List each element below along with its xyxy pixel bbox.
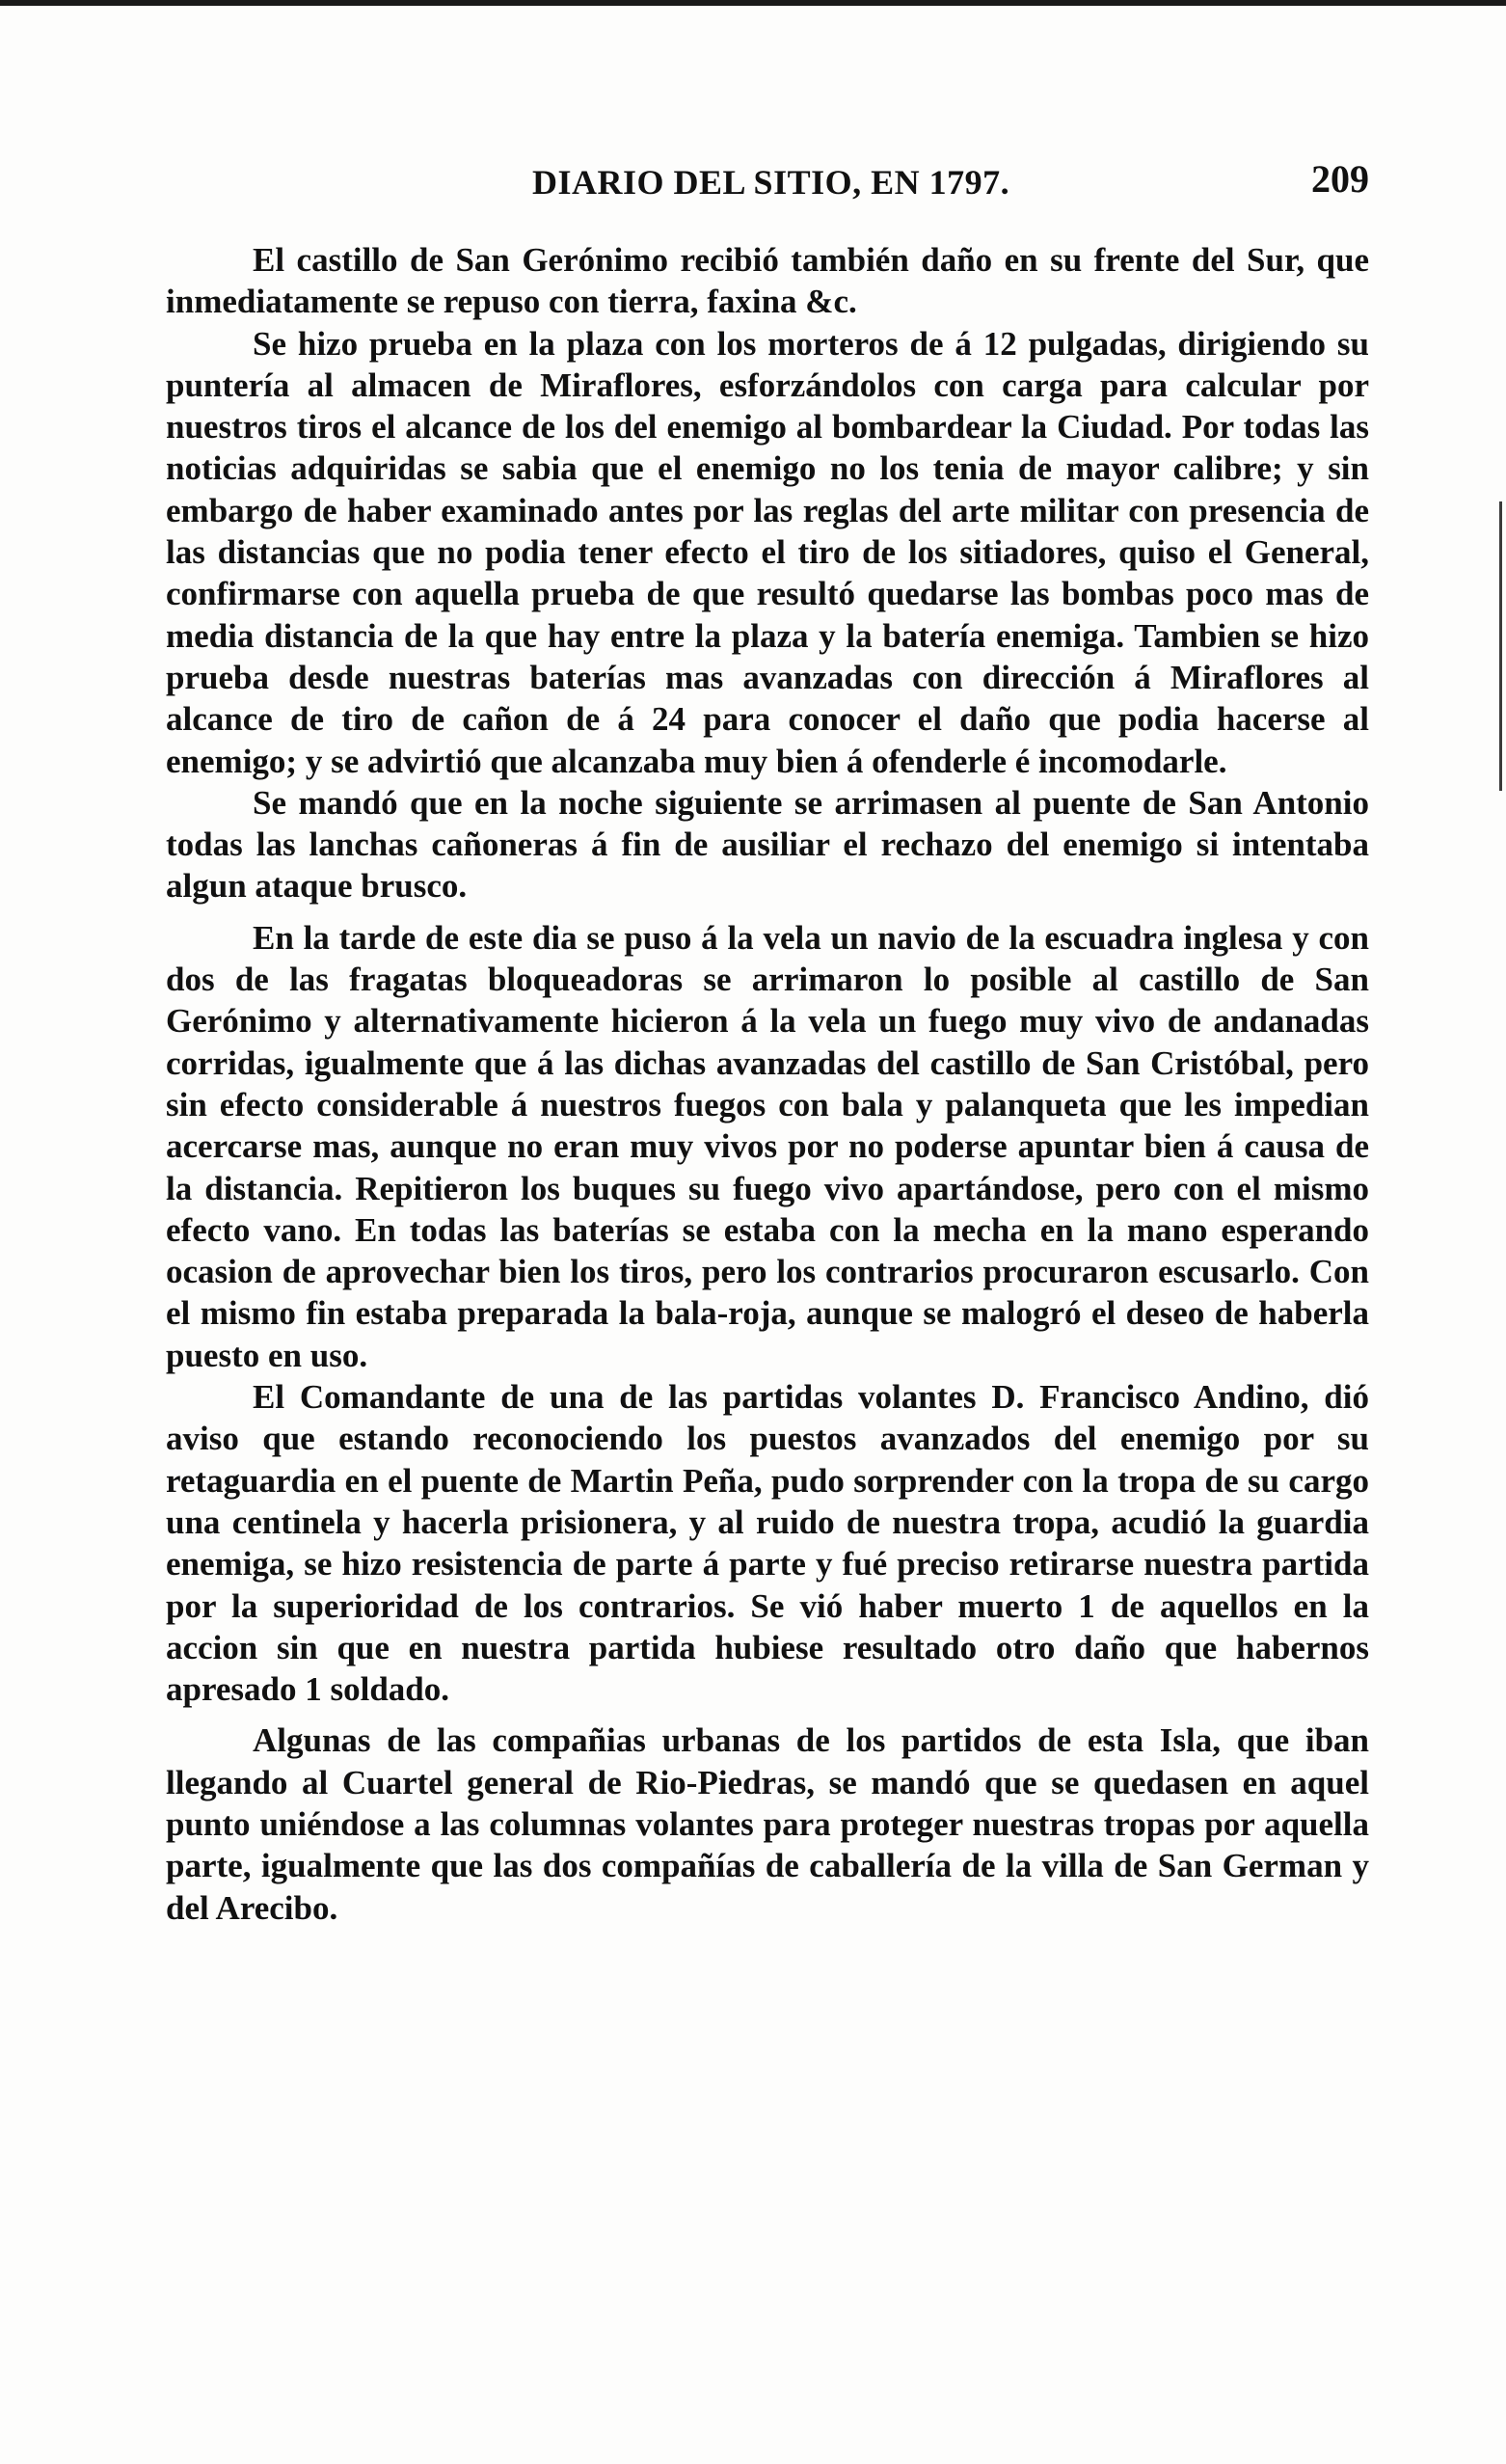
paragraph: En la tarde de este dia se puso á la vela un navio de la escuadra inglesa y con dos de las fragatas bloqueadoras se arrimaron lo posible al castillo de San Gerónimo y alternativamente hicieron á la vela un fuego muy vivo de andanadas corridas, igualmente que á las dichas avanzadas del castillo de San Cristóbal, pero sin efecto considerable á nuestros fuegos con bala y palanqueta que les impedian acercarse mas, aunque no eran muy vivos por no poderse apuntar bien á causa de la distancia. Repitieron los buques su fuego vivo apartándose, pero con el mismo efecto vano. En todas las baterías se estaba con la mecha en la mano esperando ocasion de aprovechar bien los tiros, pero los contrarios procuraron escusarlo. Con el mismo fin estaba preparada la bala-roja, aunque se malogró el deseo de haberla puesto en uso. (166, 918, 1369, 1374)
paragraph: Algunas de las compañias urbanas de los partidos de esta Isla, que iban llegando al Cuartel general de Rio-Piedras, se mandó que se quedasen en aquel punto uniéndose a las columnas volantes para proteger nuestras tropas por aquella parte, igualmente que las dos compañías de caballería de la villa de San German y del Arecibo. (166, 1721, 1369, 1927)
top-border-rule (0, 0, 1506, 6)
page-header (166, 156, 1369, 204)
paragraph: Se mandó que en la noche siguiente se arrimasen al puente de San Antonio todas las lanchas cañoneras á fin de ausiliar el rechazo del enemigo si intentaba algun ataque brusco. (166, 783, 1369, 906)
running-head: DIARIO DEL SITIO, EN 1797. (532, 163, 1010, 202)
body-text (166, 239, 1369, 1929)
paragraph: El castillo de San Gerónimo recibió también daño en su frente del Sur, que inmediatamente se repuso con tierra, faxina &c. (166, 241, 1369, 321)
page-number: 209 (1311, 157, 1369, 201)
paragraph: El Comandante de una de las partidas volantes D. Francisco Andino, dió aviso que estando reconociendo los puestos avanzados del enemigo por su retaguardia en el puente de Martin Peña, pudo sorprender con la tropa de su cargo una centinela y hacerla prisionera, y al ruido de nuestra tropa, acudió la guardia enemiga, se hizo resistencia de parte á parte y fué preciso retirarse nuestra partida por la superioridad de los contrarios. Se vió haber muerto 1 de aquellos en la accion sin que en nuestra partida hubiese resultado otro daño que habernos apresado 1 soldado. (166, 1378, 1369, 1709)
paragraph: Se hizo prueba en la plaza con los morteros de á 12 pulgadas, dirigiendo su puntería al almacen de Miraflores, esforzándolos con carga para calcular por nuestros tiros el alcance de los del enemigo al bombardear la Ciudad. Por todas las noticias adquiridas se sabia que el enemigo no los tenia de mayor calibre; y sin embargo de haber examinado antes por las reglas del arte militar con presencia de las distancias que no podia tener efecto el tiro de los sitiadores, quiso el General, confirmarse con aquella prueba de que resultó quedarse las bombas poco mas de media distancia de la que hay entre la plaza y la batería enemiga. Tambien se hizo prueba desde nuestras baterías mas avanzadas con dirección á Miraflores al alcance de tiro de cañon de á 24 para conocer el daño que podia hacerse al enemigo; y se advirtió que alcanzaba muy bien á ofenderle é incomodarle. (166, 324, 1369, 780)
right-margin-rule (1499, 501, 1502, 791)
